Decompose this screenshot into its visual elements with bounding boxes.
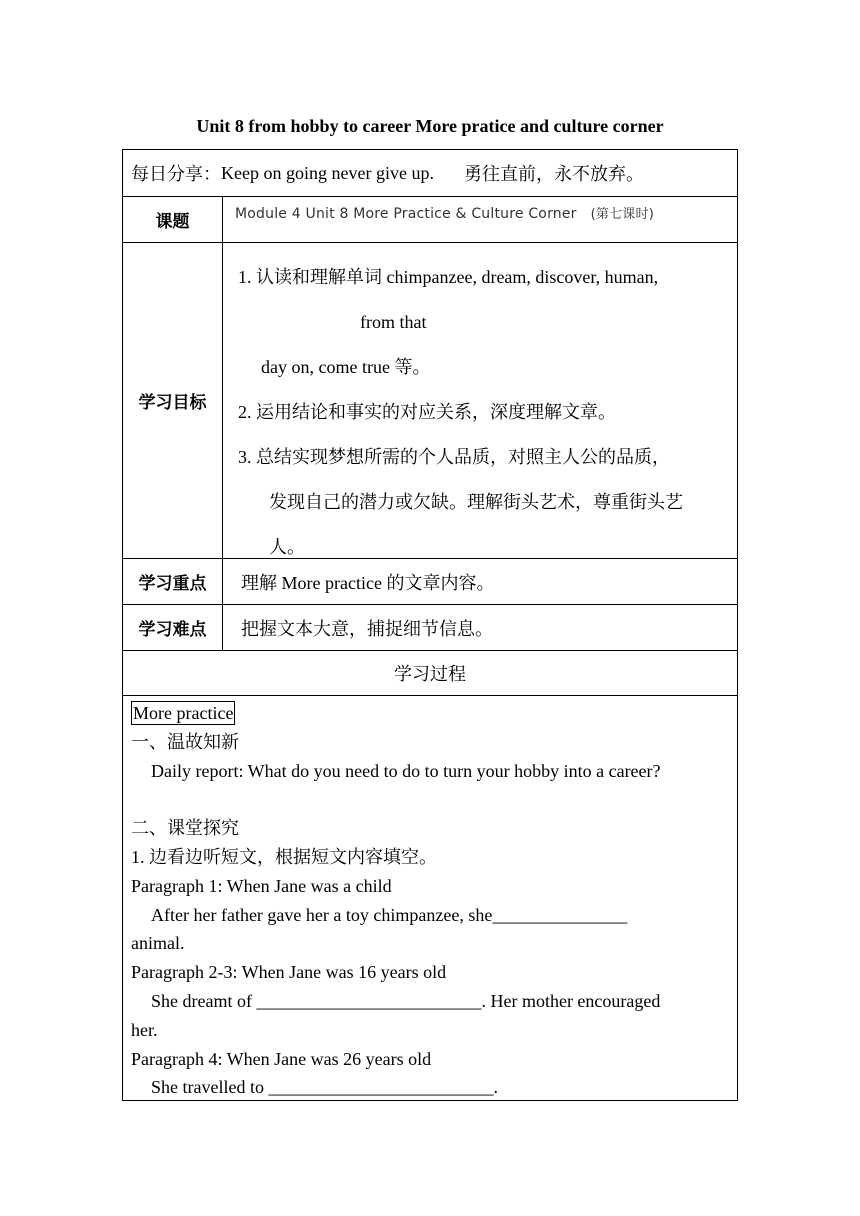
difficulties-text: 把握文本大意，捕捉细节信息。 <box>241 618 493 639</box>
topic-label: 课题 <box>123 197 223 242</box>
goal-1-line-2: from that <box>360 312 427 332</box>
paragraph-2-3-line-2: her. <box>131 1019 158 1040</box>
topic-cell <box>223 197 737 242</box>
goal-3-line-2: 发现自己的潜力或欠缺。理解街头艺术，尊重街头艺 <box>269 492 683 512</box>
goal-3-line-3: 人。 <box>269 537 305 557</box>
document-title: Unit 8 from hobby to career More pratice and culture corner <box>196 116 664 136</box>
process-body-row <box>123 696 737 1100</box>
daily-share-chinese: 勇往直前，永不放弃。 <box>463 164 644 184</box>
lesson-plan-table <box>122 149 738 1101</box>
topic-row <box>123 197 737 243</box>
task-1: 1. 边看边听短文，根据短文内容填空。 <box>131 846 437 867</box>
daily-share-row <box>123 150 737 197</box>
paragraph-1-line-2: animal. <box>131 933 185 954</box>
review-heading: 一、温故知新 <box>131 731 239 752</box>
difficulties-label: 学习难点 <box>123 605 223 650</box>
paragraph-1-line-1: After her father gave her a toy chimpanzee, she_______________ <box>151 904 628 925</box>
explore-heading: 二、课堂探究 <box>131 818 239 839</box>
goals-label: 学习目标 <box>123 243 223 558</box>
process-body <box>123 696 737 1100</box>
difficulties-row <box>123 605 737 651</box>
daily-share-english: Keep on going never give up. <box>221 162 434 183</box>
goal-2: 2. 运用结论和事实的对应关系，深度理解文章。 <box>238 402 616 422</box>
goal-1-line-3: day on, come true 等。 <box>261 357 431 377</box>
goals-row <box>123 243 737 559</box>
paragraph-1-heading: Paragraph 1: When Jane was a child <box>131 875 392 896</box>
topic-period: (第七课时) <box>590 207 654 222</box>
key-points-text: 理解 More practice 的文章内容。 <box>241 572 495 593</box>
key-points-label: 学习重点 <box>123 559 223 604</box>
topic-text: Module 4 Unit 8 More Practice & Culture Corner <box>235 206 577 222</box>
daily-report: Daily report: What do you need to do to turn your hobby into a career? <box>151 760 661 781</box>
key-points-row <box>123 559 737 605</box>
paragraph-2-3-line-1: She dreamt of _________________________. Her mother encouraged <box>151 990 661 1011</box>
paragraph-2-3-heading: Paragraph 2-3: When Jane was 16 years old <box>131 962 447 983</box>
paragraph-4-heading: Paragraph 4: When Jane was 26 years old <box>131 1048 432 1069</box>
goals-cell <box>223 243 737 558</box>
goal-3-line-1: 3. 总结实现梦想所需的个人品质，对照主人公的品质， <box>238 447 670 467</box>
more-practice-box: More practice <box>133 703 234 723</box>
daily-share-label: 每日分享： <box>131 164 221 184</box>
paragraph-4-line-1: She travelled to _________________________. <box>151 1077 498 1098</box>
goal-1-line-1: 1. 认读和理解单词 chimpanzee, dream, discover, human, <box>238 267 659 287</box>
process-heading: 学习过程 <box>123 651 737 696</box>
